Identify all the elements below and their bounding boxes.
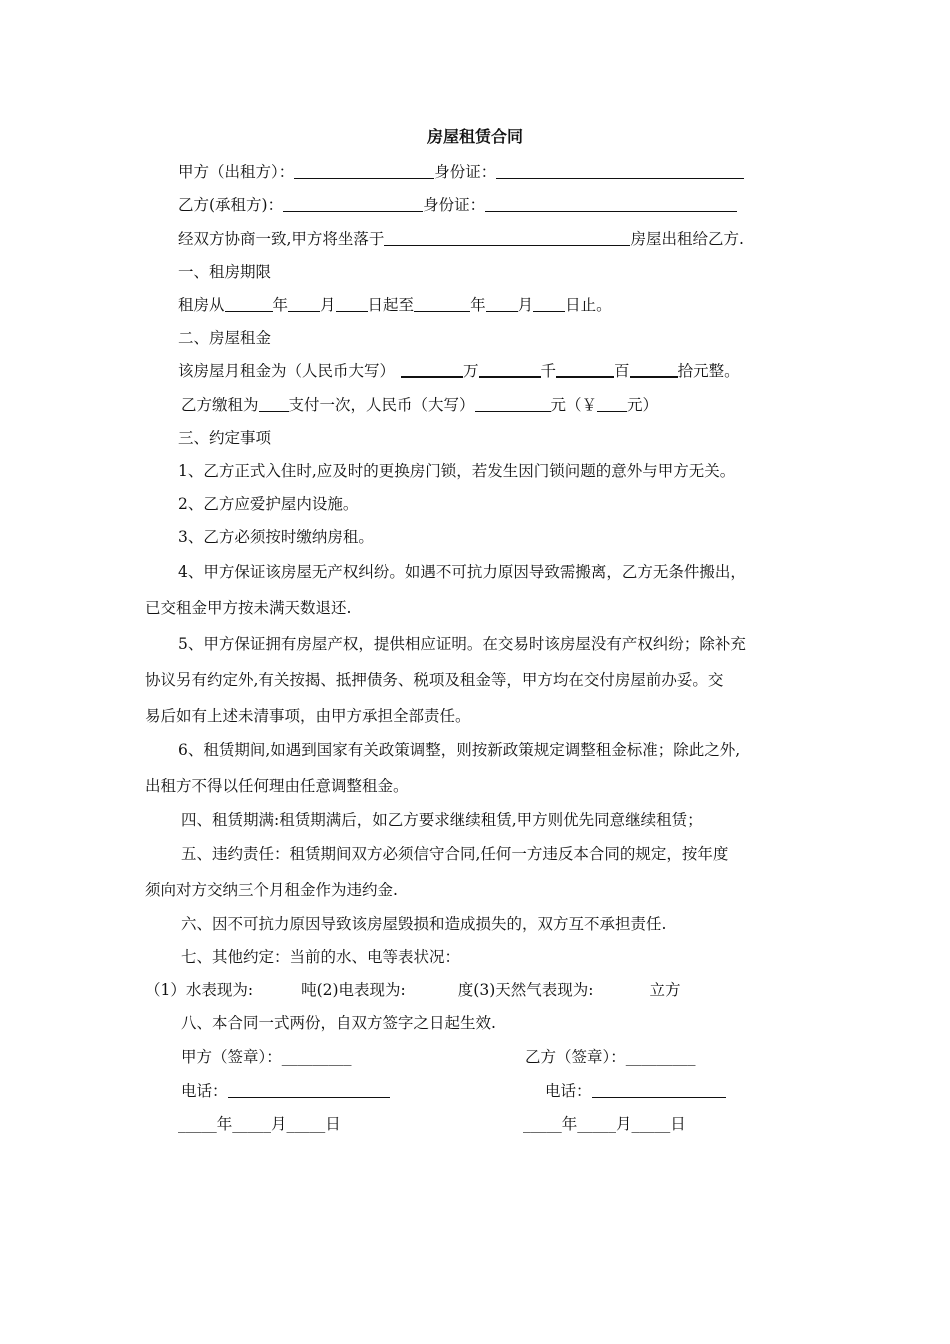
phone-label-a: 电话：: [181, 1082, 228, 1100]
clause-6-line-1: 6、租赁期间,如遇到国家有关政策调整，则按新政策规定调整租金标准；除此之外,: [178, 741, 741, 759]
section2-heading: 二、房屋租金: [178, 329, 272, 347]
clause-5-line-3: 易后如有上述未清事项，由甲方承担全部责任。: [145, 707, 471, 725]
start-day-blank[interactable]: [336, 310, 368, 312]
party-a-phone-blank[interactable]: [228, 1096, 390, 1098]
year-label-2: 年: [470, 296, 486, 314]
party-a-line: [178, 162, 744, 182]
party-a-id-blank[interactable]: [496, 177, 744, 179]
clause-1: 1、乙方正式入住时,应及时的更换房门锁，若发生因门锁问题的意外与甲方无关。: [178, 462, 736, 480]
location-blank[interactable]: [384, 244, 630, 246]
day-end-label: 日止。: [565, 296, 612, 314]
bai-label: 百: [614, 362, 630, 380]
rent-wan-blank[interactable]: [401, 375, 463, 378]
water-meter-label: （1）水表现为:: [145, 981, 254, 999]
party-a-name-blank[interactable]: [294, 177, 434, 179]
section5-line-1: 五、违约责任：租赁期间双方必须信守合同,任何一方违反本合同的规定，按年度: [181, 845, 729, 863]
section7-heading: 七、其他约定：当前的水、电等表状况：: [181, 948, 461, 966]
month-label: 月: [320, 296, 336, 314]
end-year-blank[interactable]: [414, 310, 470, 312]
monthly-rent-line: [178, 361, 740, 381]
party-b-phone: [545, 1081, 726, 1101]
pay-prefix: 乙方缴租为: [181, 396, 259, 414]
party-b-date[interactable]: _____年_____月_____日: [523, 1115, 686, 1133]
section5-line-2: 须向对方交纳三个月租金作为违约金.: [145, 881, 398, 899]
section4: 四、租赁期满:租赁期满后，如乙方要求继续租赁,甲方则优先同意继续租赁；: [181, 811, 703, 829]
party-a-id-label: 身份证：: [434, 163, 497, 181]
rent-bai-blank[interactable]: [556, 375, 614, 378]
section1-heading: 一、租房期限: [178, 263, 272, 281]
payment-line: [181, 395, 658, 415]
section8: 八、本合同一式两份，自双方签字之日起生效.: [181, 1014, 496, 1032]
clause-4-line-1: 4、甲方保证该房屋无产权纠纷。如遇不可抗力原因导致需搬离，乙方无条件搬出，: [178, 563, 746, 581]
section3-heading: 三、约定事项: [178, 429, 272, 447]
location-prefix: 经双方协商一致,甲方将坐落于: [178, 230, 385, 248]
pay-number-blank[interactable]: [597, 410, 627, 412]
end-month-blank[interactable]: [486, 310, 518, 312]
section6: 六、因不可抗力原因导致该房屋毁损和造成损失的，双方互不承担责任.: [181, 915, 667, 933]
party-b-line: [178, 195, 737, 215]
party-b-phone-blank[interactable]: [592, 1096, 726, 1098]
month-label-2: 月: [517, 296, 534, 314]
pay-interval-blank[interactable]: [259, 410, 289, 412]
gas-meter-label: 度(3)天然气表现为:: [457, 981, 594, 999]
meter-readings-line: [145, 980, 680, 1000]
start-year-blank[interactable]: [225, 310, 273, 312]
party-a-date[interactable]: _____年_____月_____日: [178, 1115, 341, 1133]
clause-6-line-2: 出租方不得以任何理由任意调整租金。: [145, 777, 409, 795]
pay-mid: 支付一次，人民币（大写）: [288, 396, 475, 414]
start-month-blank[interactable]: [288, 310, 320, 312]
clause-5-line-1: 5、甲方保证拥有房屋产权，提供相应证明。在交易时该房屋没有产权纠纷；除补充: [178, 635, 746, 653]
party-b-id-label: 身份证：: [423, 196, 486, 214]
rental-period-line: [178, 295, 612, 315]
pay-end: 元）: [627, 396, 659, 414]
page-title: 房屋租赁合同: [426, 127, 523, 146]
clause-4-line-2: 已交租金甲方按未满天数退还.: [145, 599, 352, 617]
cubic-meter-unit: 立方: [649, 981, 681, 999]
rent-qian-blank[interactable]: [479, 375, 541, 378]
end-day-blank[interactable]: [533, 310, 565, 312]
year-label: 年: [272, 296, 289, 314]
day-from-label: 日起至: [367, 296, 415, 314]
electric-meter-label: 吨(2)电表现为:: [301, 981, 406, 999]
pay-yuan: 元（￥: [550, 396, 598, 414]
location-line: [178, 229, 744, 249]
rent-shi-blank[interactable]: [630, 375, 678, 378]
party-a-signature[interactable]: 甲方（签章）：_________: [181, 1048, 352, 1066]
qian-label: 千: [540, 362, 557, 380]
clause-2: 2、乙方应爱护屋内设施。: [178, 495, 359, 513]
shi-label: 拾元整。: [677, 362, 740, 380]
pay-amount-blank[interactable]: [475, 410, 551, 412]
party-a-label: 甲方（出租方）：: [178, 163, 295, 181]
party-b-id-blank[interactable]: [485, 210, 737, 212]
period-from-label: 租房从: [178, 296, 225, 314]
party-b-signature[interactable]: 乙方（签章）：_________: [525, 1048, 696, 1066]
party-a-phone: [181, 1081, 390, 1101]
party-b-label: 乙方(承租方)：: [178, 196, 284, 214]
clause-3: 3、乙方必须按时缴纳房租。: [178, 528, 374, 546]
party-b-name-blank[interactable]: [283, 210, 423, 212]
phone-label-b: 电话：: [545, 1082, 592, 1100]
location-suffix: 房屋出租给乙方.: [630, 230, 744, 248]
rent-prefix: 该房屋月租金为（人民币大写）: [178, 362, 396, 380]
clause-5-line-2: 协议另有约定外,有关按揭、抵押债务、税项及租金等，甲方均在交付房屋前办妥。交: [145, 671, 724, 689]
wan-label: 万: [463, 362, 479, 380]
